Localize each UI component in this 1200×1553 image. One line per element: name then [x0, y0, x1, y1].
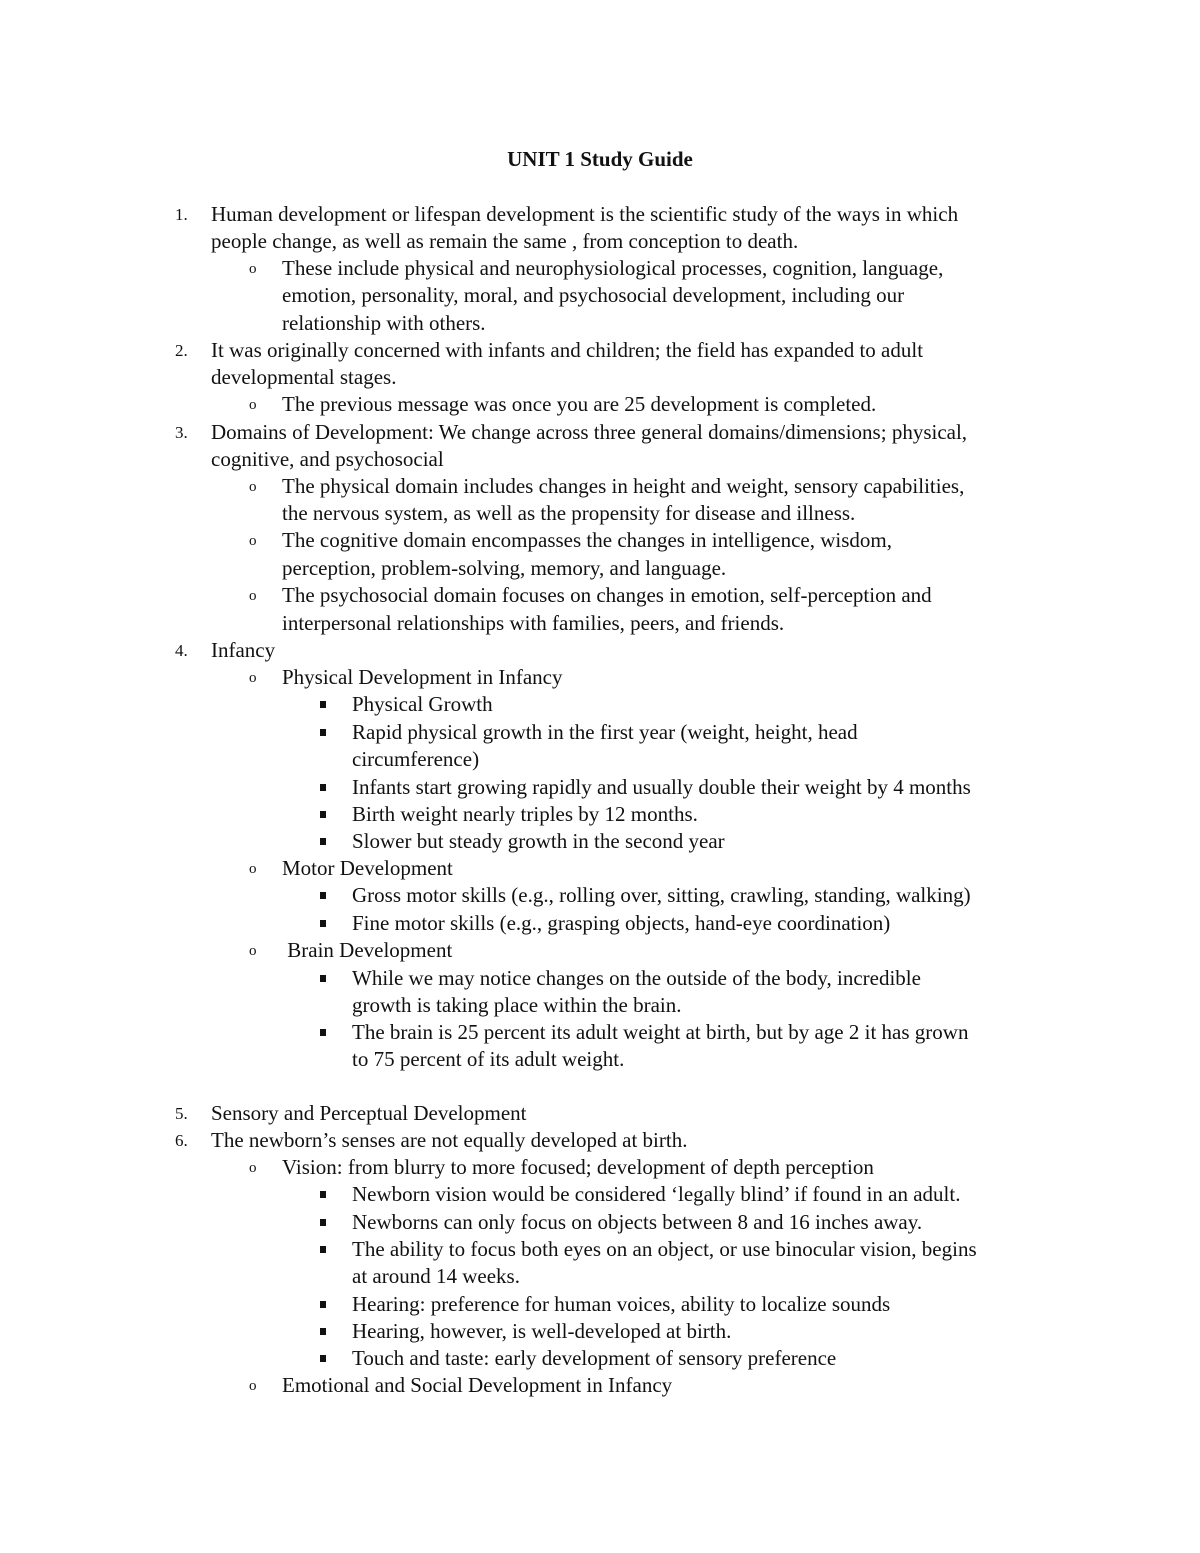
sub-item-text: Emotional and Social Development in Infancy	[282, 1373, 673, 1397]
sub-item-text: interpersonal relationships with families, peers, and friends.	[282, 611, 785, 635]
sub-item-text: The cognitive domain encompasses the changes in intelligence, wisdom,	[282, 528, 893, 552]
list-item-text: Infancy	[211, 638, 276, 662]
list-number: 2.	[175, 341, 188, 360]
sub-item-text: emotion, personality, moral, and psychosocial development, including our	[282, 283, 905, 307]
square-bullet-icon	[320, 784, 326, 791]
sub-item-text: These include physical and neurophysiological processes, cognition, language,	[282, 256, 944, 280]
sub-item-text: relationship with others.	[282, 311, 486, 335]
list-item-text: The newborn’s senses are not equally developed at birth.	[211, 1128, 688, 1152]
sub-bullet-o: o	[249, 479, 257, 495]
list-item-text: cognitive, and psychosocial	[211, 447, 444, 471]
sub-bullet-o: o	[249, 1378, 257, 1394]
square-bullet-icon	[320, 729, 326, 736]
list-item-text: It was originally concerned with infants and children; the field has expanded to adult	[211, 338, 924, 362]
sub-sub-item-text: Rapid physical growth in the first year (weight, height, head	[352, 720, 858, 744]
sub-bullet-o: o	[249, 533, 257, 549]
sub-sub-item-text: Physical Growth	[352, 692, 493, 716]
sub-bullet-o: o	[249, 1160, 257, 1176]
square-bullet-icon	[320, 811, 326, 818]
sub-sub-item-text: circumference)	[352, 747, 480, 771]
square-bullet-icon	[320, 1355, 326, 1362]
sub-sub-item-text: Touch and taste: early development of sensory preference	[352, 1346, 837, 1370]
sub-item-text: Vision: from blurry to more focused; development of depth perception	[282, 1155, 874, 1179]
sub-item-text: perception, problem-solving, memory, and language.	[282, 556, 727, 580]
sub-sub-item-text: to 75 percent of its adult weight.	[352, 1047, 625, 1071]
square-bullet-icon	[320, 1219, 326, 1226]
square-bullet-icon	[320, 975, 326, 982]
sub-sub-item-text: Newborn vision would be considered ‘legally blind’ if found in an adult.	[352, 1182, 961, 1206]
square-bullet-icon	[320, 1301, 326, 1308]
list-item-text: developmental stages.	[211, 365, 397, 389]
square-bullet-icon	[320, 920, 326, 927]
sub-sub-item-text: Gross motor skills (e.g., rolling over, sitting, crawling, standing, walking)	[352, 883, 971, 907]
sub-item-text: Brain Development	[282, 938, 453, 962]
sub-sub-item-text: Fine motor skills (e.g., grasping objects, hand-eye coordination)	[352, 911, 891, 935]
sub-sub-item-text: The brain is 25 percent its adult weight at birth, but by age 2 it has grown	[352, 1020, 969, 1044]
sub-item-text: The previous message was once you are 25 development is completed.	[282, 392, 877, 416]
list-item-text: Domains of Development: We change across three general domains/dimensions; physical,	[211, 420, 968, 444]
sub-bullet-o: o	[249, 861, 257, 877]
square-bullet-icon	[320, 838, 326, 845]
page-title: UNIT 1 Study Guide	[507, 147, 693, 171]
list-item-text: Human development or lifespan development is the scientific study of the ways in which	[211, 202, 959, 226]
square-bullet-icon	[320, 1246, 326, 1253]
sub-sub-item-text: Newborns can only focus on objects between 8 and 16 inches away.	[352, 1210, 923, 1234]
square-bullet-icon	[320, 1328, 326, 1335]
sub-sub-item-text: While we may notice changes on the outside of the body, incredible	[352, 966, 921, 990]
sub-item-text: The physical domain includes changes in height and weight, sensory capabilities,	[282, 474, 965, 498]
square-bullet-icon	[320, 892, 326, 899]
sub-sub-item-text: growth is taking place within the brain.	[352, 993, 682, 1017]
sub-bullet-o: o	[249, 670, 257, 686]
sub-bullet-o: o	[249, 261, 257, 277]
sub-item-text: the nervous system, as well as the propensity for disease and illness.	[282, 501, 856, 525]
sub-item-text: Motor Development	[282, 856, 453, 880]
sub-item-text: Physical Development in Infancy	[282, 665, 563, 689]
sub-sub-item-text: Slower but steady growth in the second year	[352, 829, 725, 853]
list-number: 3.	[175, 423, 188, 442]
sub-sub-item-text: Birth weight nearly triples by 12 months.	[352, 802, 698, 826]
square-bullet-icon	[320, 1029, 326, 1036]
list-number: 4.	[175, 641, 188, 660]
sub-sub-item-text: Hearing, however, is well-developed at birth.	[352, 1319, 732, 1343]
sub-bullet-o: o	[249, 943, 257, 959]
list-number: 6.	[175, 1131, 188, 1150]
sub-bullet-o: o	[249, 588, 257, 604]
list-item-text: people change, as well as remain the same , from conception to death.	[211, 229, 799, 253]
sub-bullet-o: o	[249, 397, 257, 413]
list-number: 1.	[175, 205, 188, 224]
square-bullet-icon	[320, 1191, 326, 1198]
list-number: 5.	[175, 1104, 188, 1123]
sub-sub-item-text: at around 14 weeks.	[352, 1264, 520, 1288]
sub-sub-item-text: Hearing: preference for human voices, ability to localize sounds	[352, 1292, 891, 1316]
square-bullet-icon	[320, 701, 326, 708]
sub-sub-item-text: The ability to focus both eyes on an object, or use binocular vision, begins	[352, 1237, 977, 1261]
list-item-text: Sensory and Perceptual Development	[211, 1101, 527, 1125]
sub-sub-item-text: Infants start growing rapidly and usually double their weight by 4 months	[352, 775, 971, 799]
sub-item-text: The psychosocial domain focuses on changes in emotion, self-perception and	[282, 583, 932, 607]
